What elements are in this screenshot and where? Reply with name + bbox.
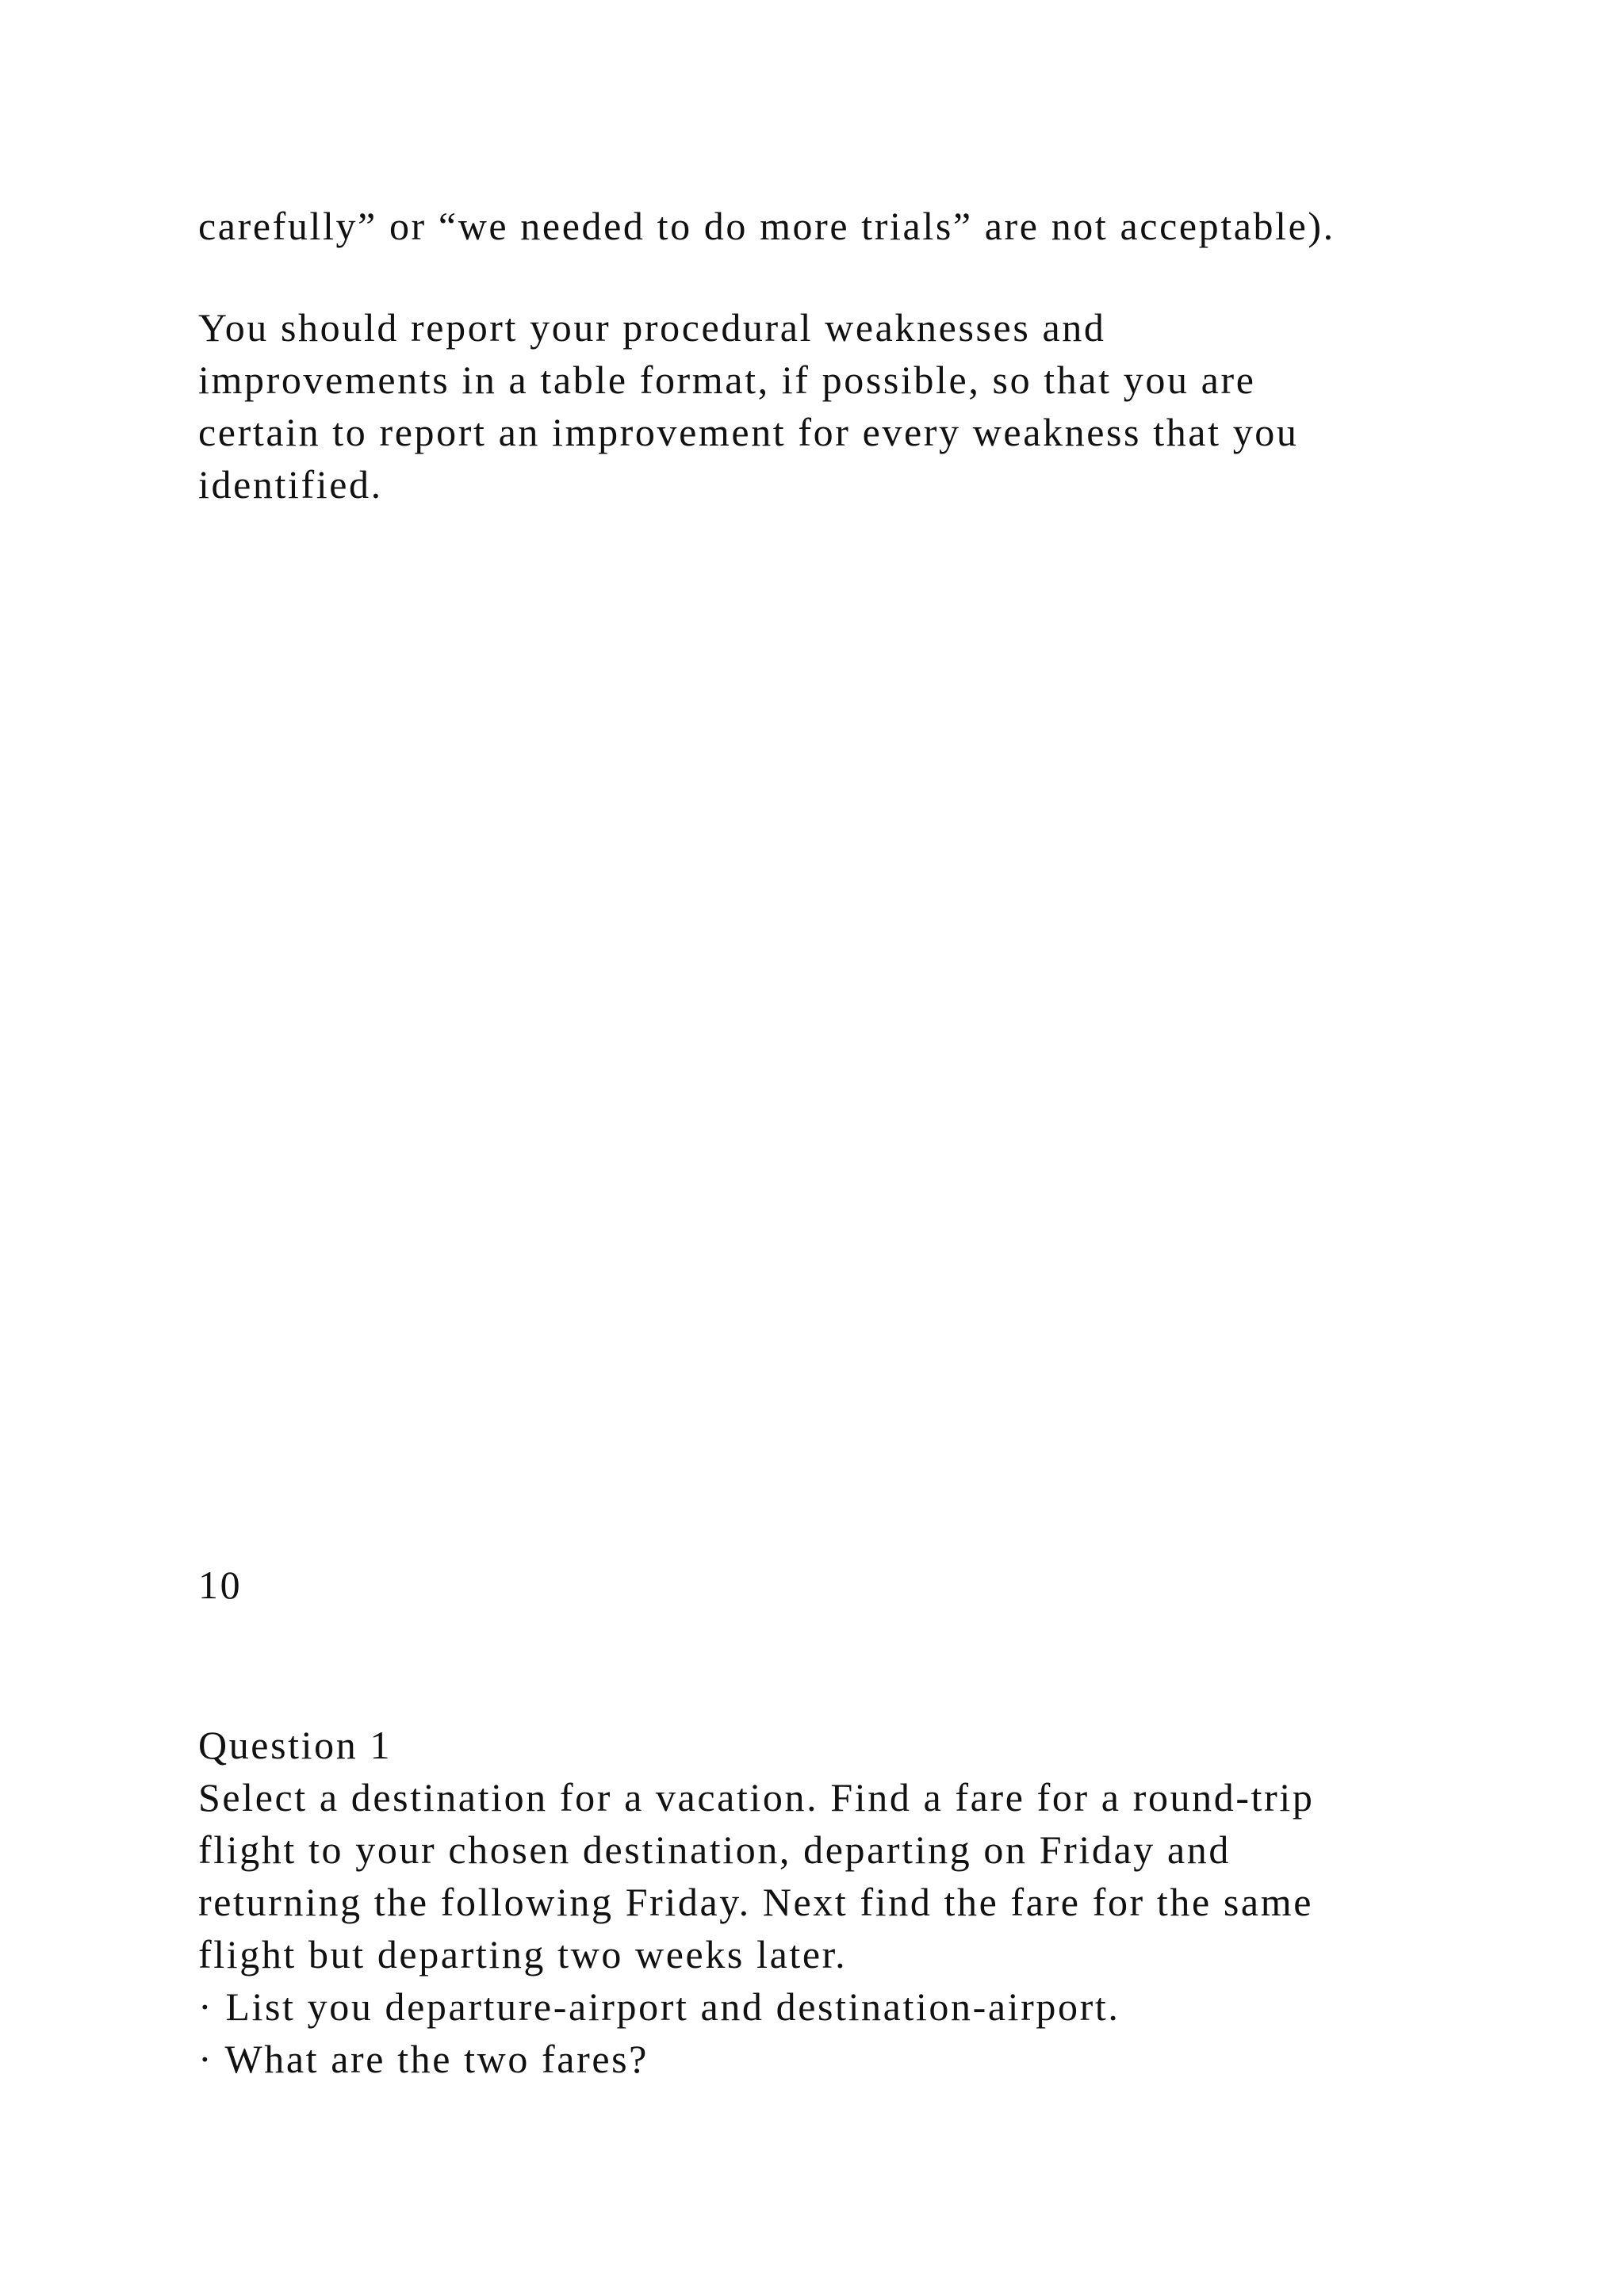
question-title: Question 1 <box>198 1723 393 1767</box>
question-text-line: Select a destination for a vacation. Find a fare for a round-trip <box>198 1775 1315 1820</box>
bullet-item: · List you departure-airport and destination-airport. <box>198 1984 1120 2029</box>
text-line: carefully” or “we needed to do more trials” are not acceptable). <box>198 204 1335 248</box>
text-line: You should report your procedural weaknesses and <box>198 305 1106 350</box>
question-text-line: flight but departing two weeks later. <box>198 1932 848 1976</box>
question-text-line: flight to your chosen destination, departing on Friday and <box>198 1827 1231 1872</box>
bullet-item: · What are the two fares? <box>198 2037 649 2081</box>
text-line: identified. <box>198 462 383 507</box>
question-text-line: returning the following Friday. Next find the fare for the same <box>198 1880 1314 1924</box>
text-line: certain to report an improvement for every weakness that you <box>198 410 1299 454</box>
text-line: improvements in a table format, if possible, so that you are <box>198 358 1256 402</box>
page-number: 10 <box>198 1563 243 1607</box>
